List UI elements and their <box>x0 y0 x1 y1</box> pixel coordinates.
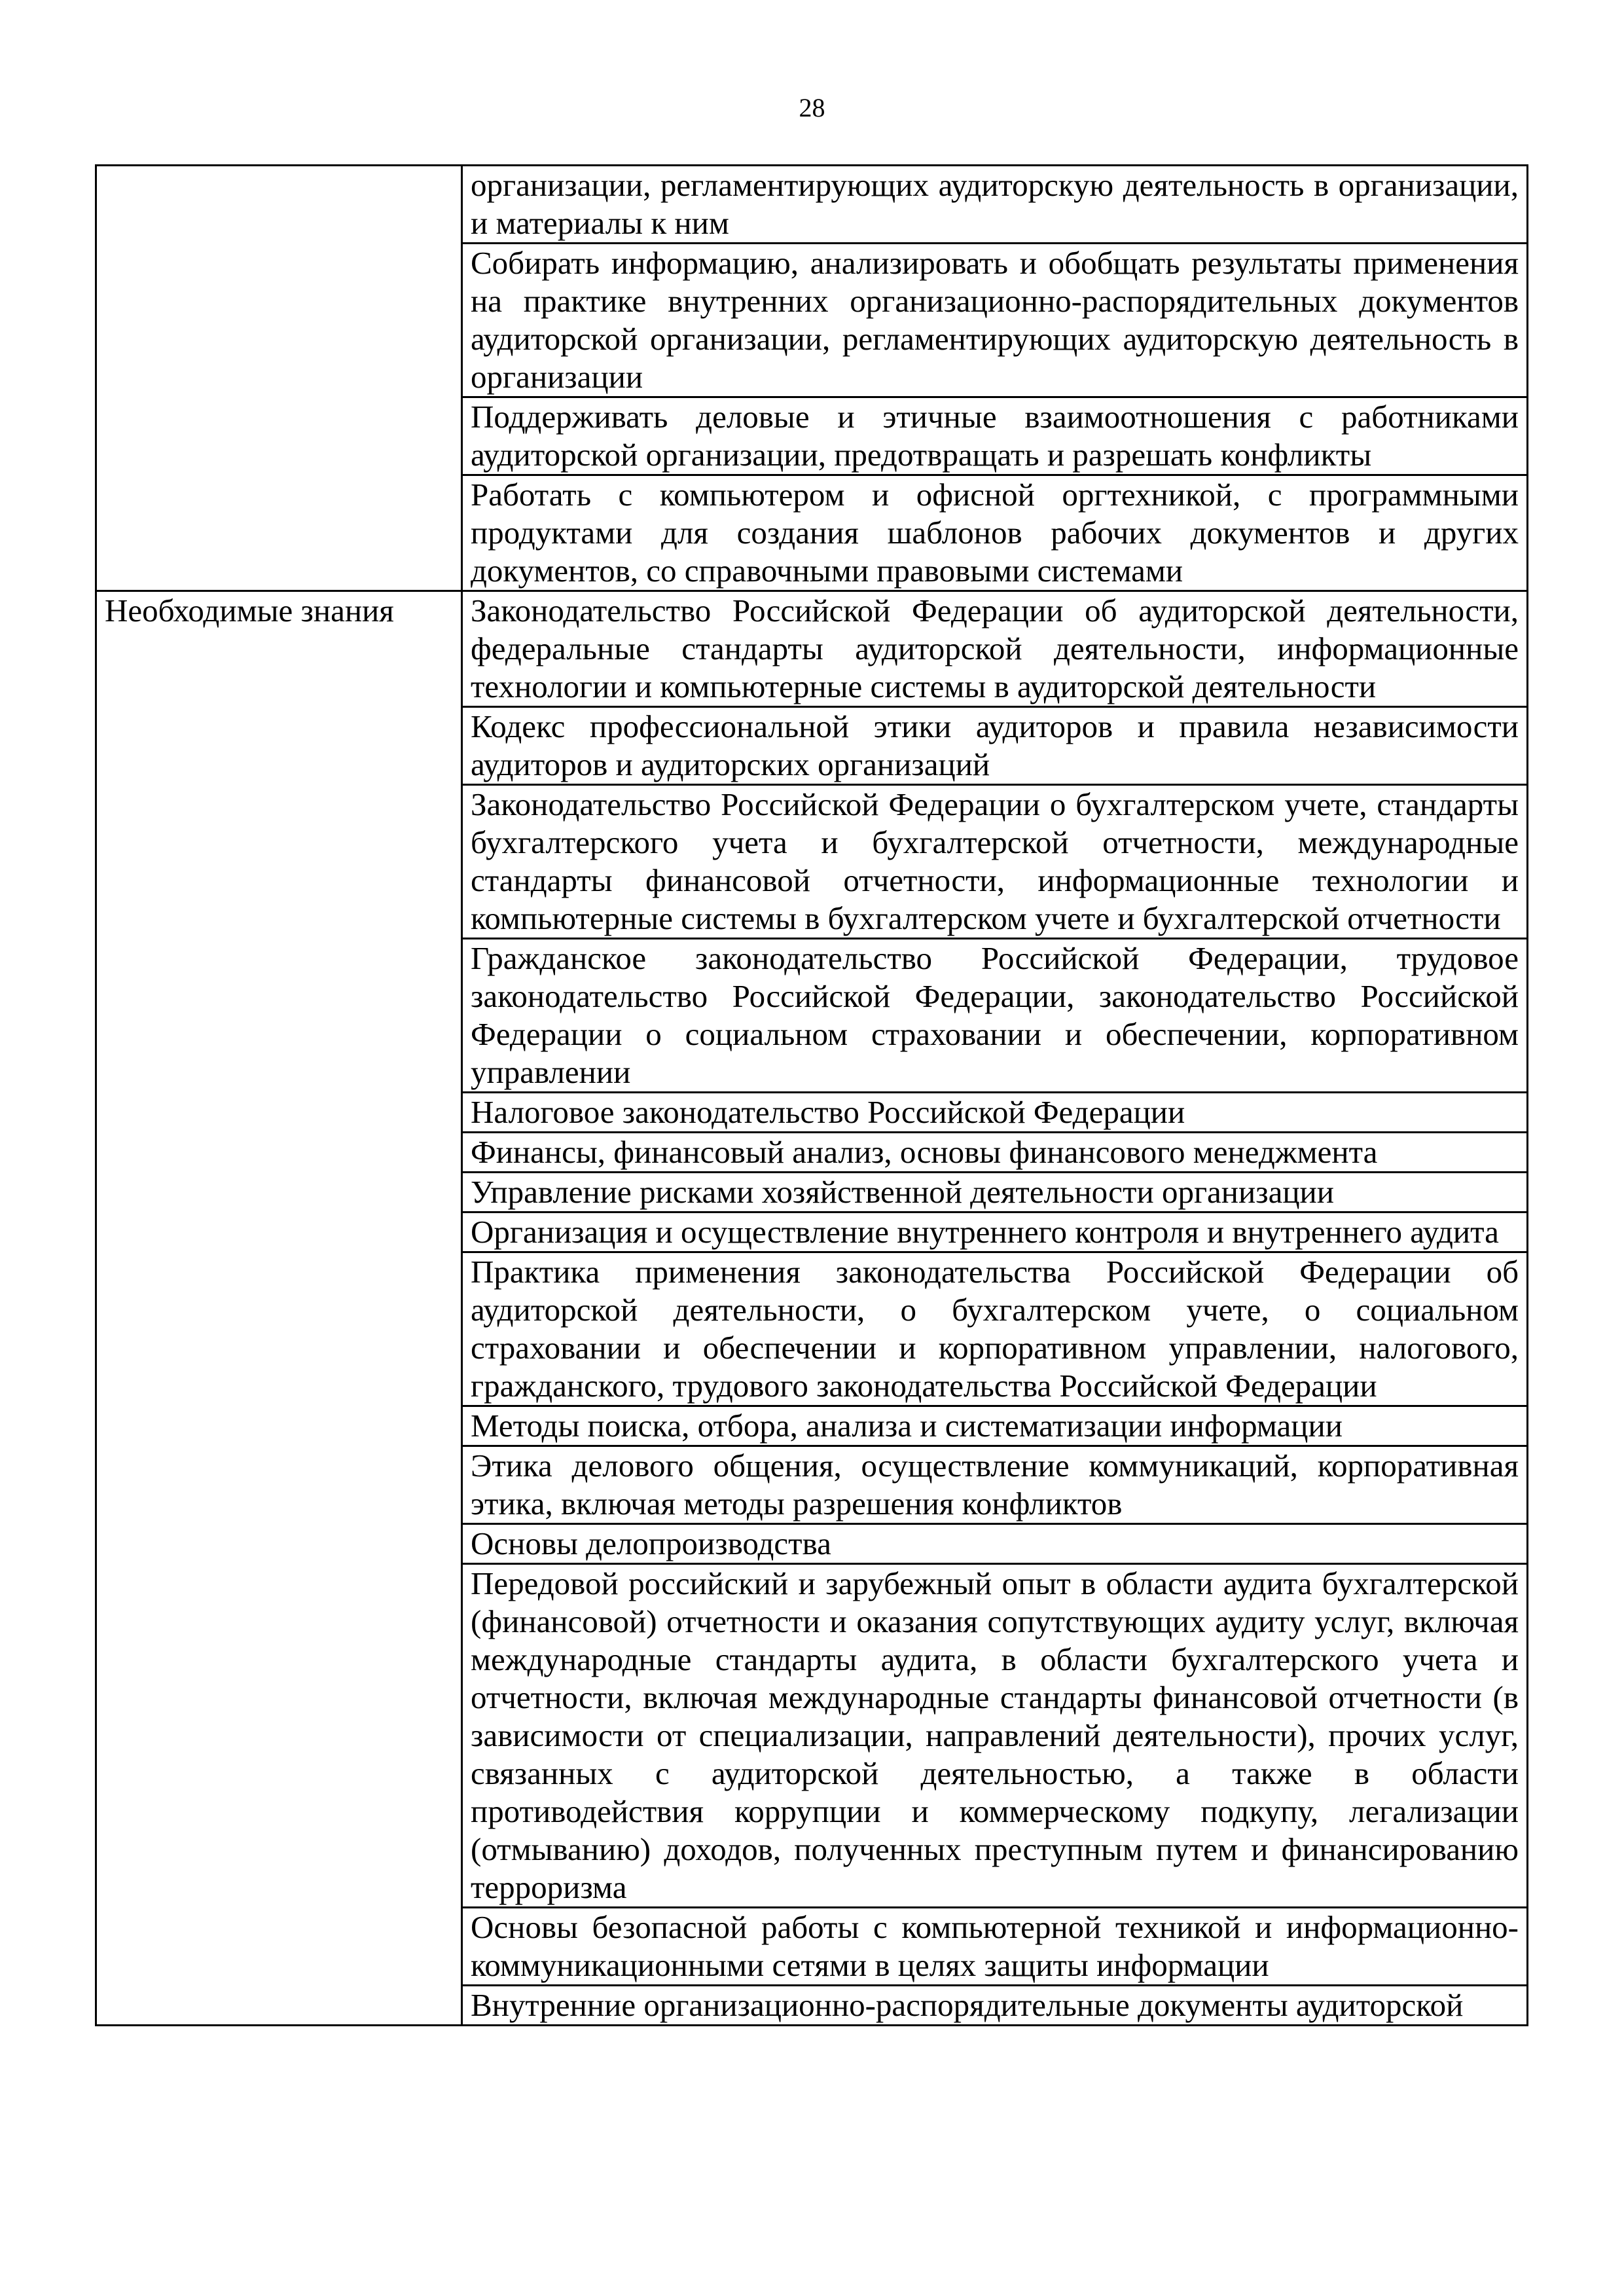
table-cell: Поддерживать деловые и этичные взаимоотношения с работниками аудиторской организации, предотвращать и разрешать конфликты <box>462 397 1528 475</box>
table-cell: Организация и осуществление внутреннего контроля и внутреннего аудита <box>462 1212 1528 1252</box>
table-cell: Внутренние организационно-распорядительные документы аудиторской <box>462 1986 1528 2026</box>
table-cell: Работать с компьютером и офисной оргтехникой, с программными продуктами для создания шаблонов рабочих документов и других документов, со справочными правовыми системами <box>462 475 1528 591</box>
page-number: 28 <box>799 93 825 122</box>
table-cell: Основы безопасной работы с компьютерной техникой и информационно-коммуникационными сетями в целях защиты информации <box>462 1908 1528 1986</box>
table-row <box>96 166 1528 244</box>
table-cell: Финансы, финансовый анализ, основы финансового менеджмента <box>462 1133 1528 1173</box>
knowledge-label: Необходимые знания <box>96 591 462 2026</box>
table-cell: Законодательство Российской Федерации об аудиторской деятельности, федеральные стандарты аудиторской деятельности, информационные технологии и компьютерные системы в аудиторской деятельности <box>462 591 1528 707</box>
table-cell: Управление рисками хозяйственной деятельности организации <box>462 1173 1528 1212</box>
table-cell: Кодекс профессиональной этики аудиторов и правила независимости аудиторов и аудиторских организаций <box>462 707 1528 785</box>
skills-label-cell <box>96 166 462 591</box>
table-cell: Практика применения законодательства Российской Федерации об аудиторской деятельности, о бухгалтерском учете, о социальном страховании и обеспечении и корпоративном управлении, налогового, гражданского, трудового законодательства Российской Федерации <box>462 1252 1528 1406</box>
table-cell: Налоговое законодательство Российской Федерации <box>462 1093 1528 1133</box>
table-cell: Основы делопроизводства <box>462 1524 1528 1564</box>
table-cell: Этика делового общения, осуществление коммуникаций, корпоративная этика, включая методы разрешения конфликтов <box>462 1446 1528 1524</box>
table-cell: Методы поиска, отбора, анализа и систематизации информации <box>462 1406 1528 1446</box>
table-cell: Законодательство Российской Федерации о бухгалтерском учете, стандарты бухгалтерского учета и бухгалтерской отчетности, международные стандарты финансовой отчетности, информационные технологии и компьютерные системы в бухгалтерском учете и бухгалтерской отчетности <box>462 785 1528 939</box>
table-cell: Гражданское законодательство Российской Федерации, трудовое законодательство Российской Федерации, законодательство Российской Федерации о социальном страховании и обеспечении, корпоративном управлении <box>462 939 1528 1093</box>
table-cell: Собирать информацию, анализировать и обобщать результаты применения на практике внутренних организационно-распорядительных документов аудиторской организации, регламентирующих аудиторскую деятельность в организации <box>462 244 1528 397</box>
table-row <box>96 591 1528 707</box>
table-cell: организации, регламентирующих аудиторскую деятельность в организации, и материалы к ним <box>462 166 1528 244</box>
competency-table <box>95 164 1528 2026</box>
table-cell: Передовой российский и зарубежный опыт в области аудита бухгалтерской (финансовой) отчетности и оказания сопутствующих аудиту услуг, включая международные стандарты аудита, в области бухгалтерского учета и отчетности, включая международные стандарты финансовой отчетности (в зависимости от специализации, направлений деятельности), прочих услуг, связанных с аудиторской деятельностью, а также в области противодействия коррупции и коммерческому подкупу, легализации (отмыванию) доходов, полученных преступным путем и финансированию терроризма <box>462 1564 1528 1908</box>
